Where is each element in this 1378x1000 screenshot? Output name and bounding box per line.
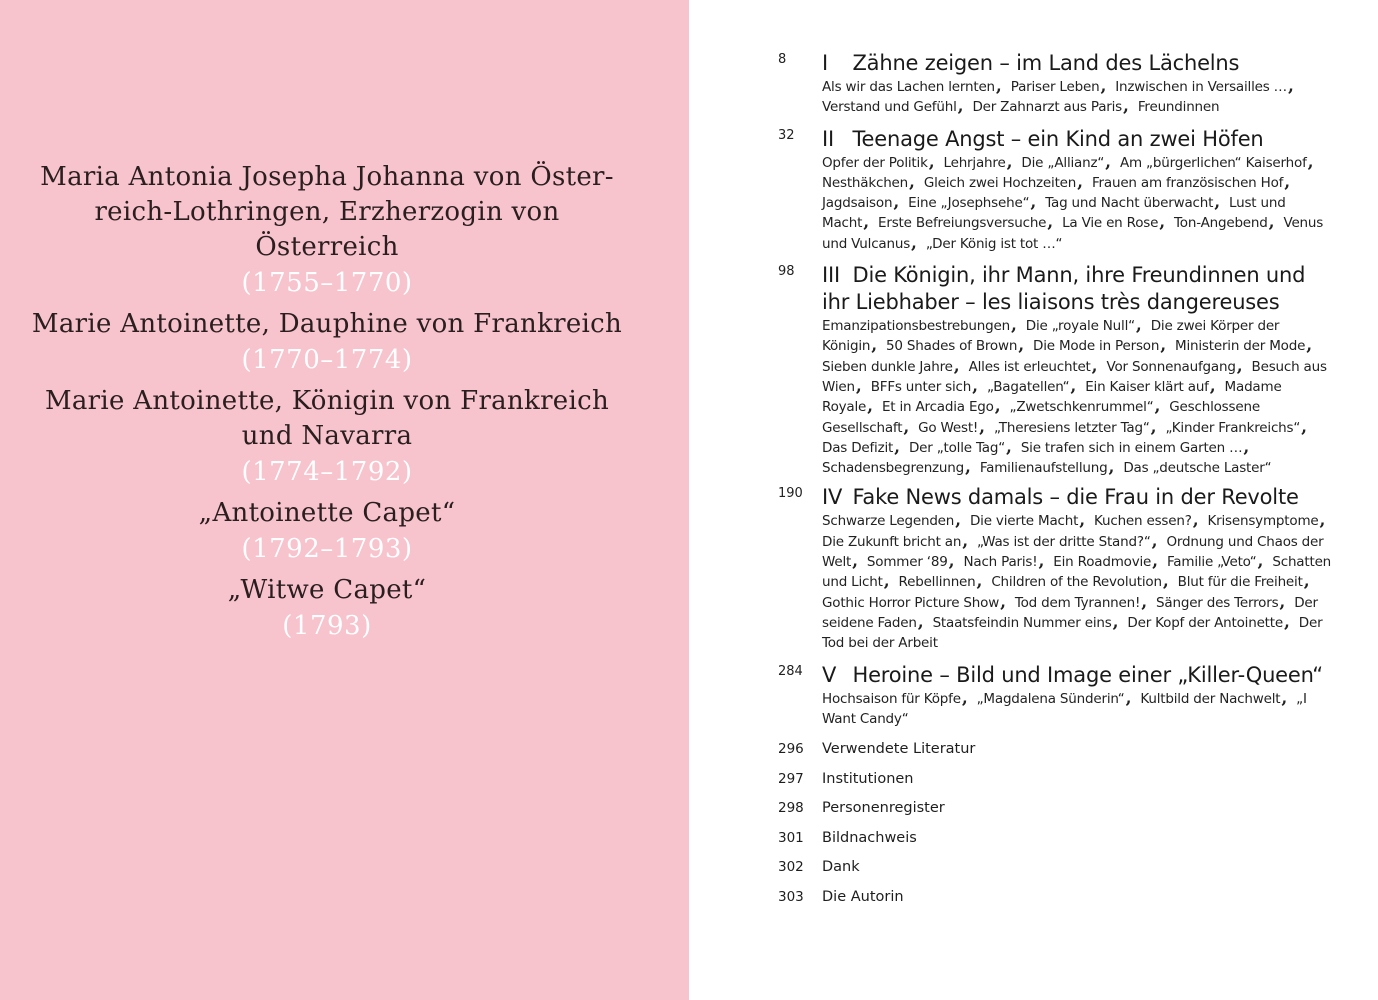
- subsection-separator: ,: [1160, 335, 1166, 356]
- chapter-title: [822, 662, 1338, 689]
- subsection-title: Gleich zwei Hochzeiten: [923, 174, 1077, 191]
- subsection-separator: ,: [1006, 151, 1013, 172]
- chapter-page-number: 190: [778, 486, 803, 502]
- subsection-separator: ,: [909, 171, 915, 192]
- subsection-title: Familie „Veto“: [1166, 554, 1257, 571]
- subsection-title: Erste Befreiungsversuche: [878, 215, 1047, 232]
- back-matter-page-number: 301: [778, 829, 804, 846]
- subsection-title: Kuchen essen?: [1094, 513, 1192, 530]
- subsection-separator: ,: [1159, 212, 1165, 233]
- subsection-title: Staatsfeindin Nummer eins: [932, 614, 1112, 631]
- subsection-separator: ,: [1006, 436, 1012, 457]
- subsection-separator: ,: [965, 457, 971, 478]
- years-range: (1770–1774): [241, 345, 413, 375]
- years-range: (1774–1792): [241, 457, 413, 487]
- subsection-separator: ,: [979, 416, 985, 437]
- subsection-separator: ,: [1000, 591, 1006, 612]
- subsection-title: Sommer ‘89: [866, 554, 948, 571]
- toc-chapter[interactable]: [778, 662, 1338, 730]
- name-block: [30, 160, 624, 301]
- subsection-title: Tag und Nacht überwacht: [1045, 195, 1214, 212]
- subsection-separator: ,: [1112, 611, 1119, 632]
- subsection-title: Der Tod bei der Arbeit: [822, 614, 1323, 652]
- subsection-separator: ,: [953, 355, 960, 376]
- back-matter-title: Die Autorin: [822, 888, 904, 905]
- subsection-separator: ,: [962, 530, 968, 551]
- subsection-separator: ,: [883, 571, 890, 592]
- subsection-separator: ,: [1077, 171, 1083, 192]
- name-block: [30, 307, 624, 378]
- subsection-list: [822, 689, 1338, 730]
- subsection-title: „I Want Candy“: [822, 690, 1307, 727]
- subsection-title: Der Zahnarzt aus Paris: [972, 99, 1123, 116]
- back-matter-page-number: 302: [778, 859, 804, 876]
- subsection-separator: ,: [1301, 416, 1307, 437]
- chapter-page-number: 32: [778, 127, 795, 143]
- subsection-title: Eine „Josephsehe“: [908, 195, 1030, 212]
- subsection-title: Ein Kaiser klärt auf: [1085, 378, 1209, 395]
- subsection-title: Verstand und Gefühl: [822, 99, 957, 116]
- subsection-separator: ,: [955, 510, 961, 531]
- chapter-list: [778, 50, 1338, 729]
- subsection-title: Tod dem Tyrannen!: [1014, 594, 1141, 611]
- subsection-separator: ,: [917, 611, 924, 632]
- subsection-title: Kultbild der Nachwelt: [1140, 690, 1281, 707]
- back-matter-page-number: 296: [778, 741, 804, 758]
- subsection-separator: ,: [893, 192, 900, 213]
- subsection-separator: ,: [1281, 687, 1288, 708]
- subsection-list: [822, 316, 1338, 478]
- subsection-separator: ,: [1257, 551, 1264, 572]
- name-line: „Antoinette Capet“: [198, 498, 456, 528]
- subsection-list: [822, 511, 1338, 653]
- subsection-title: Das Defizit: [822, 439, 894, 456]
- subsection-title: Der „tolle Tag“: [908, 439, 1005, 456]
- subsection-separator: ,: [1047, 212, 1054, 233]
- subsection-separator: ,: [867, 396, 873, 417]
- chapter-title: [822, 50, 1338, 77]
- back-matter-page-number: 303: [778, 888, 804, 905]
- name-block: [30, 384, 624, 490]
- subsection-separator: ,: [1079, 510, 1085, 531]
- subsection-title: Gothic Horror Picture Show: [822, 594, 1000, 611]
- chapter-numeral: III: [822, 263, 840, 288]
- subsection-separator: ,: [1018, 335, 1024, 356]
- subsection-title: Et in Arcadia Ego: [881, 399, 994, 416]
- name-history: [30, 160, 624, 650]
- subsection-title: „Theresiens letzter Tag“: [993, 419, 1150, 436]
- back-matter-item[interactable]: [778, 883, 1338, 913]
- subsection-separator: ,: [1151, 530, 1158, 551]
- years-range: (1755–1770): [241, 268, 413, 298]
- subsection-title: Venus und Vulcanus: [822, 215, 1324, 252]
- subsection-title: Jagdsaison: [822, 195, 893, 212]
- subsection-title: Schatten und Licht: [822, 554, 1332, 591]
- table-of-contents: [778, 50, 1338, 912]
- subsection-title: Am „bürgerlichen“ Kaiserhof: [1119, 154, 1307, 171]
- back-matter-title: Personenregister: [822, 800, 945, 817]
- subsection-title: Inzwischen in Versailles …: [1115, 79, 1287, 95]
- chapter-title: [822, 484, 1338, 511]
- subsection-separator: ,: [1105, 151, 1111, 172]
- subsection-title: Hochsaison für Köpfe: [822, 690, 961, 707]
- subsection-separator: ,: [1284, 171, 1290, 192]
- subsection-title: „Kinder Frankreichs“: [1165, 419, 1301, 436]
- subsection-separator: ,: [1307, 151, 1314, 172]
- back-matter-title: Dank: [822, 859, 860, 876]
- name-line: Marie Antoinette, Dauphine von Frankreich: [31, 309, 623, 339]
- subsection-separator: ,: [1070, 375, 1077, 396]
- subsection-separator: ,: [1154, 396, 1161, 417]
- subsection-separator: ,: [1030, 192, 1037, 213]
- subsection-separator: ,: [961, 687, 968, 708]
- subsection-title: Die „royale Null“: [1025, 318, 1135, 335]
- subsection-separator: ,: [1192, 510, 1199, 531]
- years-range: (1793): [282, 611, 372, 641]
- back-matter-title: Institutionen: [822, 770, 914, 787]
- subsection-title: Sie trafen sich in einem Garten …: [1020, 439, 1243, 456]
- subsection-title: Lust und Macht: [822, 195, 1286, 232]
- subsection-title: Das „deutsche Laster“: [1123, 460, 1272, 477]
- subsection-title: Emanzipationsbestrebungen: [822, 318, 1010, 335]
- subsection-title: Blut für die Freiheit: [1177, 574, 1303, 591]
- subsection-title: „Bagatellen“: [986, 378, 1070, 395]
- subsection-separator: ,: [1108, 457, 1115, 478]
- subsection-title: Geschlossene Gesellschaft: [822, 399, 1260, 436]
- subsection-separator: ,: [903, 416, 910, 437]
- subsection-title: Nesthäkchen: [822, 174, 909, 191]
- subsection-separator: ,: [894, 436, 900, 457]
- toc-chapter[interactable]: [778, 126, 1338, 254]
- subsection-title: Der seidene Faden: [822, 594, 1318, 631]
- name-line: „Witwe Capet“: [227, 575, 427, 605]
- subsection-title: Frauen am französischen Hof: [1091, 174, 1284, 191]
- chapter-title-text: Die Königin, ihr Mann, ihre Freundinnen und ihr Liebhaber – les liaisons très dangereuses: [822, 263, 1306, 315]
- back-matter-title: Bildnachweis: [822, 829, 917, 846]
- chapter-title-text: Heroine – Bild und Image einer „Killer-Queen“: [852, 662, 1323, 687]
- back-matter-page-number: 298: [778, 800, 804, 817]
- subsection-title: Sieben dunkle Jahre: [822, 358, 953, 375]
- chapter-title-text: Fake News damals – die Frau in der Revolte: [852, 485, 1299, 510]
- chapter-page-number: 284: [778, 663, 803, 679]
- subsection-separator: ,: [1038, 551, 1045, 572]
- subsection-separator: ,: [1319, 510, 1326, 531]
- subsection-title: Sänger des Terrors: [1156, 594, 1279, 611]
- subsection-title: Familienaufstellung: [979, 460, 1108, 477]
- subsection-title: Ministerin der Mode: [1175, 338, 1306, 355]
- back-matter-item[interactable]: [778, 853, 1338, 883]
- chapter-title: [822, 126, 1338, 153]
- subsection-separator: ,: [1236, 355, 1243, 376]
- subsection-title: Schadensbegrenzung: [822, 460, 965, 477]
- subsection-separator: ,: [1209, 375, 1216, 396]
- back-matter-item[interactable]: [778, 794, 1338, 824]
- subsection-title: „Was ist der dritte Stand?“: [977, 533, 1151, 550]
- subsection-title: Pariser Leben: [1010, 79, 1100, 95]
- back-matter-item[interactable]: [778, 765, 1338, 795]
- subsection-title: Die Mode in Person: [1033, 338, 1160, 355]
- subsection-separator: ,: [1010, 315, 1017, 336]
- subsection-title: Der Kopf der Antoinette: [1127, 614, 1283, 631]
- toc-chapter[interactable]: [778, 262, 1338, 478]
- name-line: Marie Antoinette, Königin von Frankreich: [44, 386, 610, 416]
- subsection-separator: ,: [1287, 76, 1294, 96]
- subsection-title: Opfer der Politik: [822, 154, 928, 171]
- subsection-separator: ,: [1303, 571, 1310, 592]
- subsection-title: Go West!: [918, 419, 979, 436]
- subsection-separator: ,: [852, 551, 858, 572]
- subsection-title: Die Zukunft bricht an: [822, 533, 962, 550]
- name-block: [30, 496, 624, 567]
- subsection-separator: ,: [1283, 611, 1290, 632]
- subsection-separator: ,: [1243, 436, 1250, 457]
- subsection-title: Rebellinnen: [898, 574, 976, 591]
- back-matter-page-number: 297: [778, 770, 804, 787]
- subsection-list: [822, 77, 1338, 118]
- subsection-separator: ,: [972, 375, 978, 396]
- subsection-title: Vor Sonnenaufgang: [1106, 358, 1236, 375]
- subsection-separator: ,: [1091, 355, 1098, 376]
- subsection-separator: ,: [911, 232, 917, 253]
- chapter-title-text: Teenage Angst – ein Kind an zwei Höfen: [852, 126, 1264, 151]
- subsection-title: Freundinnen: [1137, 99, 1220, 116]
- subsection-separator: ,: [1162, 571, 1169, 592]
- subsection-separator: ,: [928, 151, 935, 172]
- back-matter-item[interactable]: [778, 735, 1338, 765]
- subsection-title: Ton-Angebend: [1174, 215, 1268, 232]
- subsection-title: Krisensymptome: [1207, 513, 1319, 530]
- subsection-title: 50 Shades of Brown: [886, 338, 1018, 355]
- subsection-separator: ,: [995, 76, 1002, 96]
- subsection-title: Lehrjahre: [943, 154, 1006, 171]
- subsection-separator: ,: [1268, 212, 1275, 233]
- subsection-title: Schwarze Legenden: [822, 513, 955, 530]
- subsection-title: BFFs unter sich: [870, 378, 972, 395]
- subsection-separator: ,: [1279, 591, 1286, 612]
- subsection-title: „Zwetschkenrummel“: [1009, 399, 1154, 416]
- subsection-separator: ,: [948, 551, 955, 572]
- back-matter-title: Verwendete Literatur: [822, 741, 976, 758]
- subsection-separator: ,: [1141, 591, 1147, 612]
- toc-chapter[interactable]: [778, 484, 1338, 653]
- subsection-title: Als wir das Lachen lernten: [822, 79, 995, 95]
- subsection-separator: ,: [1125, 687, 1132, 708]
- chapter-numeral: IV: [822, 485, 843, 510]
- chapter-numeral: II: [822, 126, 834, 151]
- subsection-title: Die „Allianz“: [1021, 154, 1105, 171]
- subsection-separator: ,: [1135, 315, 1142, 336]
- chapter-numeral: V: [822, 662, 837, 687]
- back-matter-list: [778, 735, 1338, 912]
- toc-chapter[interactable]: [778, 50, 1338, 118]
- subsection-separator: ,: [957, 96, 964, 117]
- subsection-title: „Magdalena Sünderin“: [976, 690, 1125, 707]
- chapter-numeral: I: [822, 51, 828, 75]
- subsection-separator: ,: [863, 212, 869, 233]
- subsection-title: Madame Royale: [822, 378, 1282, 416]
- years-range: (1792–1793): [241, 534, 413, 564]
- name-line: Maria Antonia Josepha Johanna von Öster-: [40, 162, 614, 192]
- subsection-separator: ,: [1123, 96, 1129, 117]
- chapter-title: [822, 262, 1338, 316]
- subsection-separator: ,: [855, 375, 862, 396]
- subsection-title: Die zwei Körper der Königin: [822, 318, 1280, 355]
- subsection-title: La Vie en Rose: [1062, 215, 1159, 232]
- subsection-title: Ein Roadmovie: [1053, 554, 1152, 571]
- subsection-separator: ,: [1214, 192, 1220, 213]
- subsection-separator: ,: [994, 396, 1001, 417]
- name-line: reich-Lothringen, Erzherzogin von Österreich: [94, 197, 560, 262]
- subsection-title: Children of the Revolution: [991, 574, 1162, 591]
- name-line: und Navarra: [241, 421, 413, 451]
- name-block: [30, 573, 624, 644]
- subsection-title: Besuch aus Wien: [822, 358, 1327, 395]
- subsection-separator: ,: [976, 571, 983, 592]
- back-matter-item[interactable]: [778, 824, 1338, 854]
- subsection-separator: ,: [1152, 551, 1158, 572]
- subsection-title: Ordnung und Chaos der Welt: [822, 533, 1324, 571]
- subsection-separator: ,: [1100, 76, 1107, 96]
- subsection-separator: ,: [1150, 416, 1157, 437]
- subsection-title: Nach Paris!: [963, 554, 1038, 571]
- chapter-page-number: 98: [778, 264, 795, 280]
- subsection-title: Die vierte Macht: [969, 513, 1079, 530]
- subsection-separator: ,: [1306, 335, 1312, 356]
- chapter-title-text: Zähne zeigen – im Land des Lächelns: [852, 51, 1240, 75]
- subsection-title: Alles ist erleuchtet: [968, 358, 1091, 375]
- chapter-page-number: 8: [778, 52, 787, 67]
- subsection-title: „Der König ist tot …“: [925, 235, 1063, 252]
- subsection-separator: ,: [871, 335, 877, 356]
- subsection-list: [822, 153, 1338, 254]
